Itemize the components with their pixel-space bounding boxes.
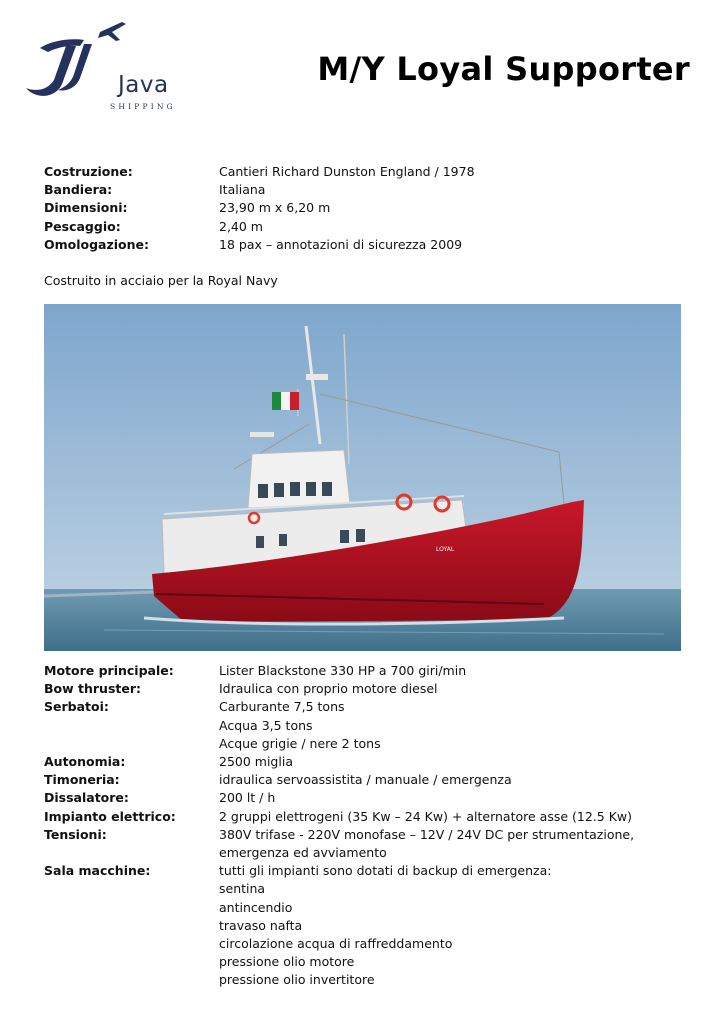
- spec-value: pressione olio invertitore: [219, 972, 375, 988]
- spec-label: Pescaggio:: [44, 218, 121, 234]
- spec-value: Idraulica con proprio motore diesel: [219, 681, 438, 697]
- spec-row: [44, 953, 704, 971]
- spec-value: Acque grigie / nere 2 tons: [219, 735, 381, 751]
- spec-label: [44, 935, 219, 953]
- brand-name: Java: [118, 72, 169, 98]
- spec-label: [44, 971, 219, 989]
- spec-row: [44, 826, 704, 844]
- spec-value: circolazione acqua di raffreddamento: [219, 936, 453, 952]
- spec-row: [44, 199, 684, 217]
- spec-label: [44, 953, 219, 971]
- spec-value: idraulica servoassistita / manuale / emergenza: [219, 772, 512, 788]
- spec-label: Impianto elettrico:: [44, 808, 176, 824]
- spec-value: Acqua 3,5 tons: [219, 717, 313, 733]
- spec-list-main: [44, 163, 684, 254]
- spec-value: 2,40 m: [219, 218, 263, 234]
- spec-value: sentina: [219, 881, 266, 897]
- spec-value: Italiana: [219, 182, 266, 198]
- spec-label: Autonomia:: [44, 754, 126, 770]
- spec-label: Sala macchine:: [44, 863, 151, 879]
- spec-row: [44, 236, 684, 254]
- spec-value: Lister Blackstone 330 HP a 700 giri/min: [219, 663, 467, 678]
- spec-value: 200 lt / h: [219, 790, 276, 806]
- spec-value: pressione olio motore: [219, 954, 355, 970]
- spec-value: antincendio: [219, 899, 293, 915]
- spec-row: [44, 917, 704, 935]
- spec-value: 2 gruppi elettrogeni (35 Kw – 24 Kw) + alternatore asse (12.5 Kw): [219, 808, 633, 824]
- spec-row: [44, 218, 684, 236]
- spec-label: [44, 899, 219, 917]
- spec-row: [44, 789, 704, 807]
- vessel-photo: [44, 304, 681, 651]
- spec-row: [44, 880, 704, 898]
- spec-label: Dissalatore:: [44, 790, 129, 806]
- spec-value: travaso nafta: [219, 917, 303, 933]
- spec-row: [44, 844, 704, 862]
- spec-label: [44, 717, 219, 735]
- spec-list-technical: [44, 662, 704, 990]
- spec-row: [44, 771, 704, 789]
- spec-label: Omologazione:: [44, 236, 150, 252]
- spec-label: Timoneria:: [44, 772, 120, 788]
- spec-label: Dimensioni:: [44, 200, 128, 216]
- spec-row: [44, 935, 704, 953]
- spec-label: Motore principale:: [44, 663, 174, 678]
- spec-row: [44, 899, 704, 917]
- spec-label: Tensioni:: [44, 826, 107, 842]
- spec-value: 18 pax – annotazioni di sicurezza 2009: [219, 236, 463, 252]
- spec-label: Costruzione:: [44, 164, 133, 179]
- spec-value: Cantieri Richard Dunston England / 1978: [219, 164, 475, 179]
- spec-label: Bandiera:: [44, 182, 113, 198]
- spec-row: [44, 698, 704, 716]
- spec-value: tutti gli impianti sono dotati di backup di emergenza:: [219, 863, 552, 879]
- spec-label: [44, 844, 219, 862]
- spec-value: 2500 miglia: [219, 754, 293, 770]
- spec-row: [44, 717, 704, 735]
- spec-label: [44, 880, 219, 898]
- spec-row: [44, 680, 704, 698]
- spec-row: [44, 163, 684, 181]
- spec-row: [44, 862, 704, 880]
- spec-row: [44, 662, 704, 680]
- spec-value: 23,90 m x 6,20 m: [219, 200, 331, 216]
- page-title: M/Y Loyal Supporter: [317, 50, 690, 88]
- spec-label: Bow thruster:: [44, 681, 142, 697]
- spec-row: [44, 971, 704, 989]
- spec-label: [44, 735, 219, 753]
- java-shipping-logo: [22, 18, 176, 111]
- spec-row: [44, 735, 704, 753]
- spec-value: 380V trifase - 220V monofase – 12V / 24V DC per strumentazione,: [219, 826, 635, 842]
- spec-row: [44, 181, 684, 199]
- spec-row: [44, 808, 704, 826]
- spec-value: Carburante 7,5 tons: [219, 699, 345, 715]
- spec-label: [44, 917, 219, 935]
- spec-row: [44, 753, 704, 771]
- brand-subtitle: SHIPPING: [110, 102, 176, 111]
- construction-note: Costruito in acciaio per la Royal Navy: [44, 273, 278, 288]
- svg-text:LOYAL: LOYAL: [436, 546, 455, 553]
- spec-value: emergenza ed avviamento: [219, 845, 387, 861]
- spec-label: Serbatoi:: [44, 699, 109, 715]
